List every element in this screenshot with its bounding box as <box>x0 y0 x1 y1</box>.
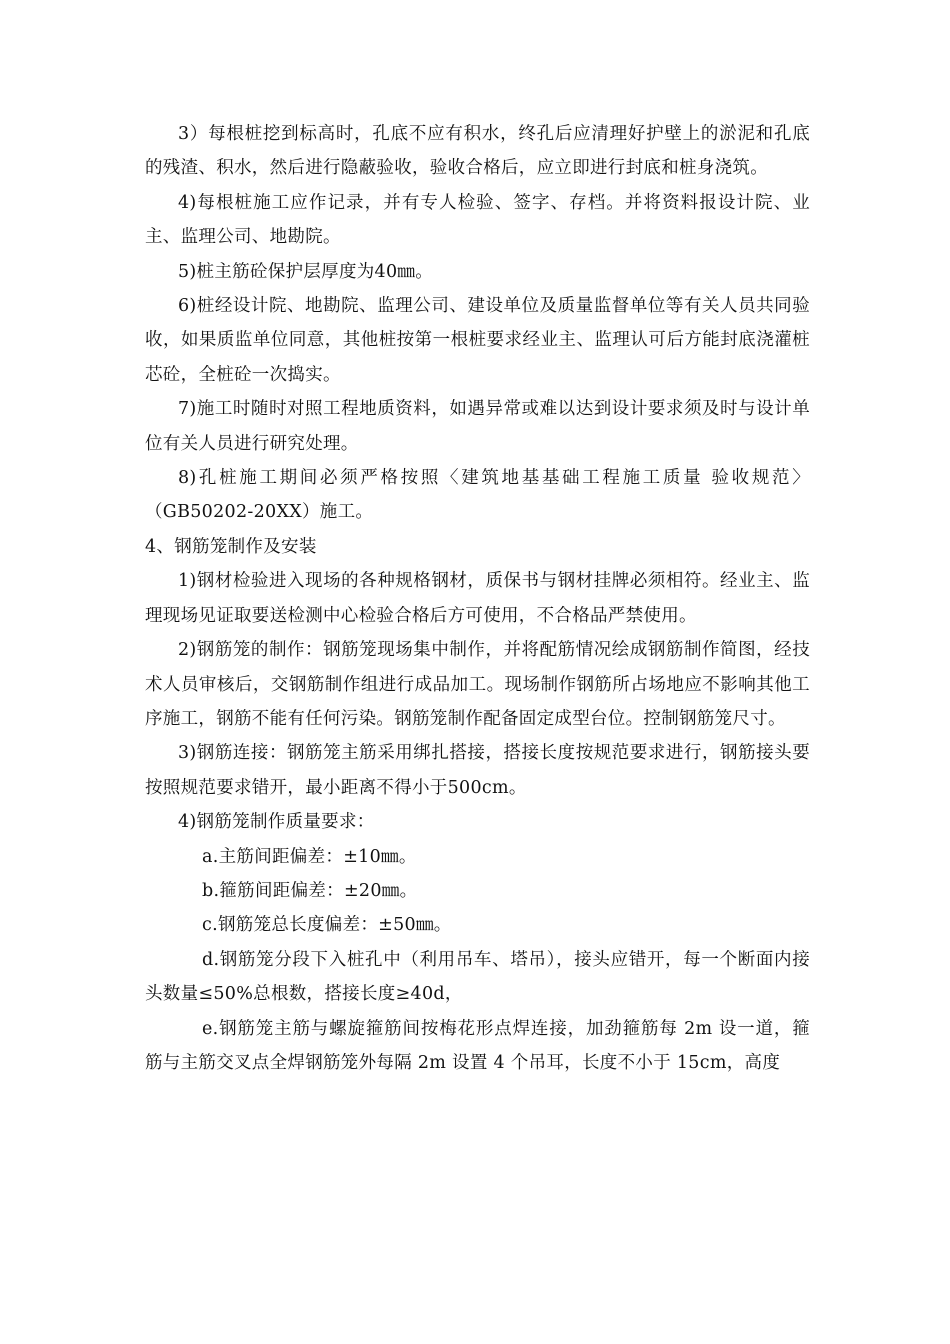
paragraph-item-7: 7)施工时随时对照工程地质资料，如遇异常或难以达到设计要求须及时与设计单位有关人员进行研究处理。 <box>145 399 810 454</box>
sub-item-b: b.箍筋间距偏差：±20㎜。 <box>202 880 418 901</box>
document-body <box>145 117 810 1080</box>
paragraph-item-4: 4)每根桩施工应作记录，并有专人检验、签字、存档。并将资料报设计院、业主、监理公司、地勘院。 <box>145 192 810 248</box>
paragraph-item-1: 1)钢材检验进入现场的各种规格钢材，质保书与钢材挂牌必须相符。经业主、监理现场见证取要送检测中心检验合格后方可使用，不合格品严禁使用。 <box>145 571 810 626</box>
paragraph-item-8: 8)孔桩施工期间必须严格按照〈建筑地基基础工程施工质量 验收规范〉（GB50202-20XX）施工。 <box>145 468 810 523</box>
sub-item-c: c.钢筋笼总长度偏差：±50㎜。 <box>202 915 452 936</box>
paragraph-item-3: 3）每根桩挖到标高时，孔底不应有积水，终孔后应清理好护壁上的淤泥和孔底的残渣、积水，然后进行隐蔽验收，验收合格后，应立即进行封底和桩身浇筑。 <box>145 124 810 179</box>
sub-item-a: a.主筋间距偏差：±10㎜。 <box>202 846 417 867</box>
section-heading: 4、钢筋笼制作及安装 <box>145 536 317 557</box>
paragraph-item-6: 6)桩经设计院、地勘院、监理公司、建设单位及质量监督单位等有关人员共同验收，如果质监单位同意，其他桩按第一根桩要求经业主、监理认可后方能封底浇灌桩芯砼，全桩砼一次捣实。 <box>145 296 810 385</box>
paragraph-item-3b: 3)钢筋连接：钢筋笼主筋采用绑扎搭接，搭接长度按规范要求进行，钢筋接头要按照规范要求错开，最小距离不得小于500cm。 <box>145 743 810 798</box>
sub-item-d: d.钢筋笼分段下入桩孔中（利用吊车、塔吊），接头应错开，每一个断面内接头数量≤50%总根数，搭接长度≥40d， <box>145 949 810 1005</box>
paragraph-item-2: 2)钢筋笼的制作：钢筋笼现场集中制作，并将配筋情况绘成钢筋制作简图，经技术人员审核后，交钢筋制作组进行成品加工。现场制作钢筋所占场地应不影响其他工序施工，钢筋不能有任何污染。钢筋笼制作配备固定成型台位。控制钢筋笼尺寸。 <box>145 640 810 729</box>
paragraph-item-5: 5)桩主筋砼保护层厚度为40㎜。 <box>178 261 434 282</box>
paragraph-item-4b: 4)钢筋笼制作质量要求： <box>178 812 375 833</box>
sub-item-e: e.钢筋笼主筋与螺旋箍筋间按梅花形点焊连接，加劲箍筋每 2m 设一道，箍筋与主筋交叉点全焊钢筋笼外每隔 2m 设置 4 个吊耳，长度不小于 15cm，高度 <box>145 1018 810 1073</box>
